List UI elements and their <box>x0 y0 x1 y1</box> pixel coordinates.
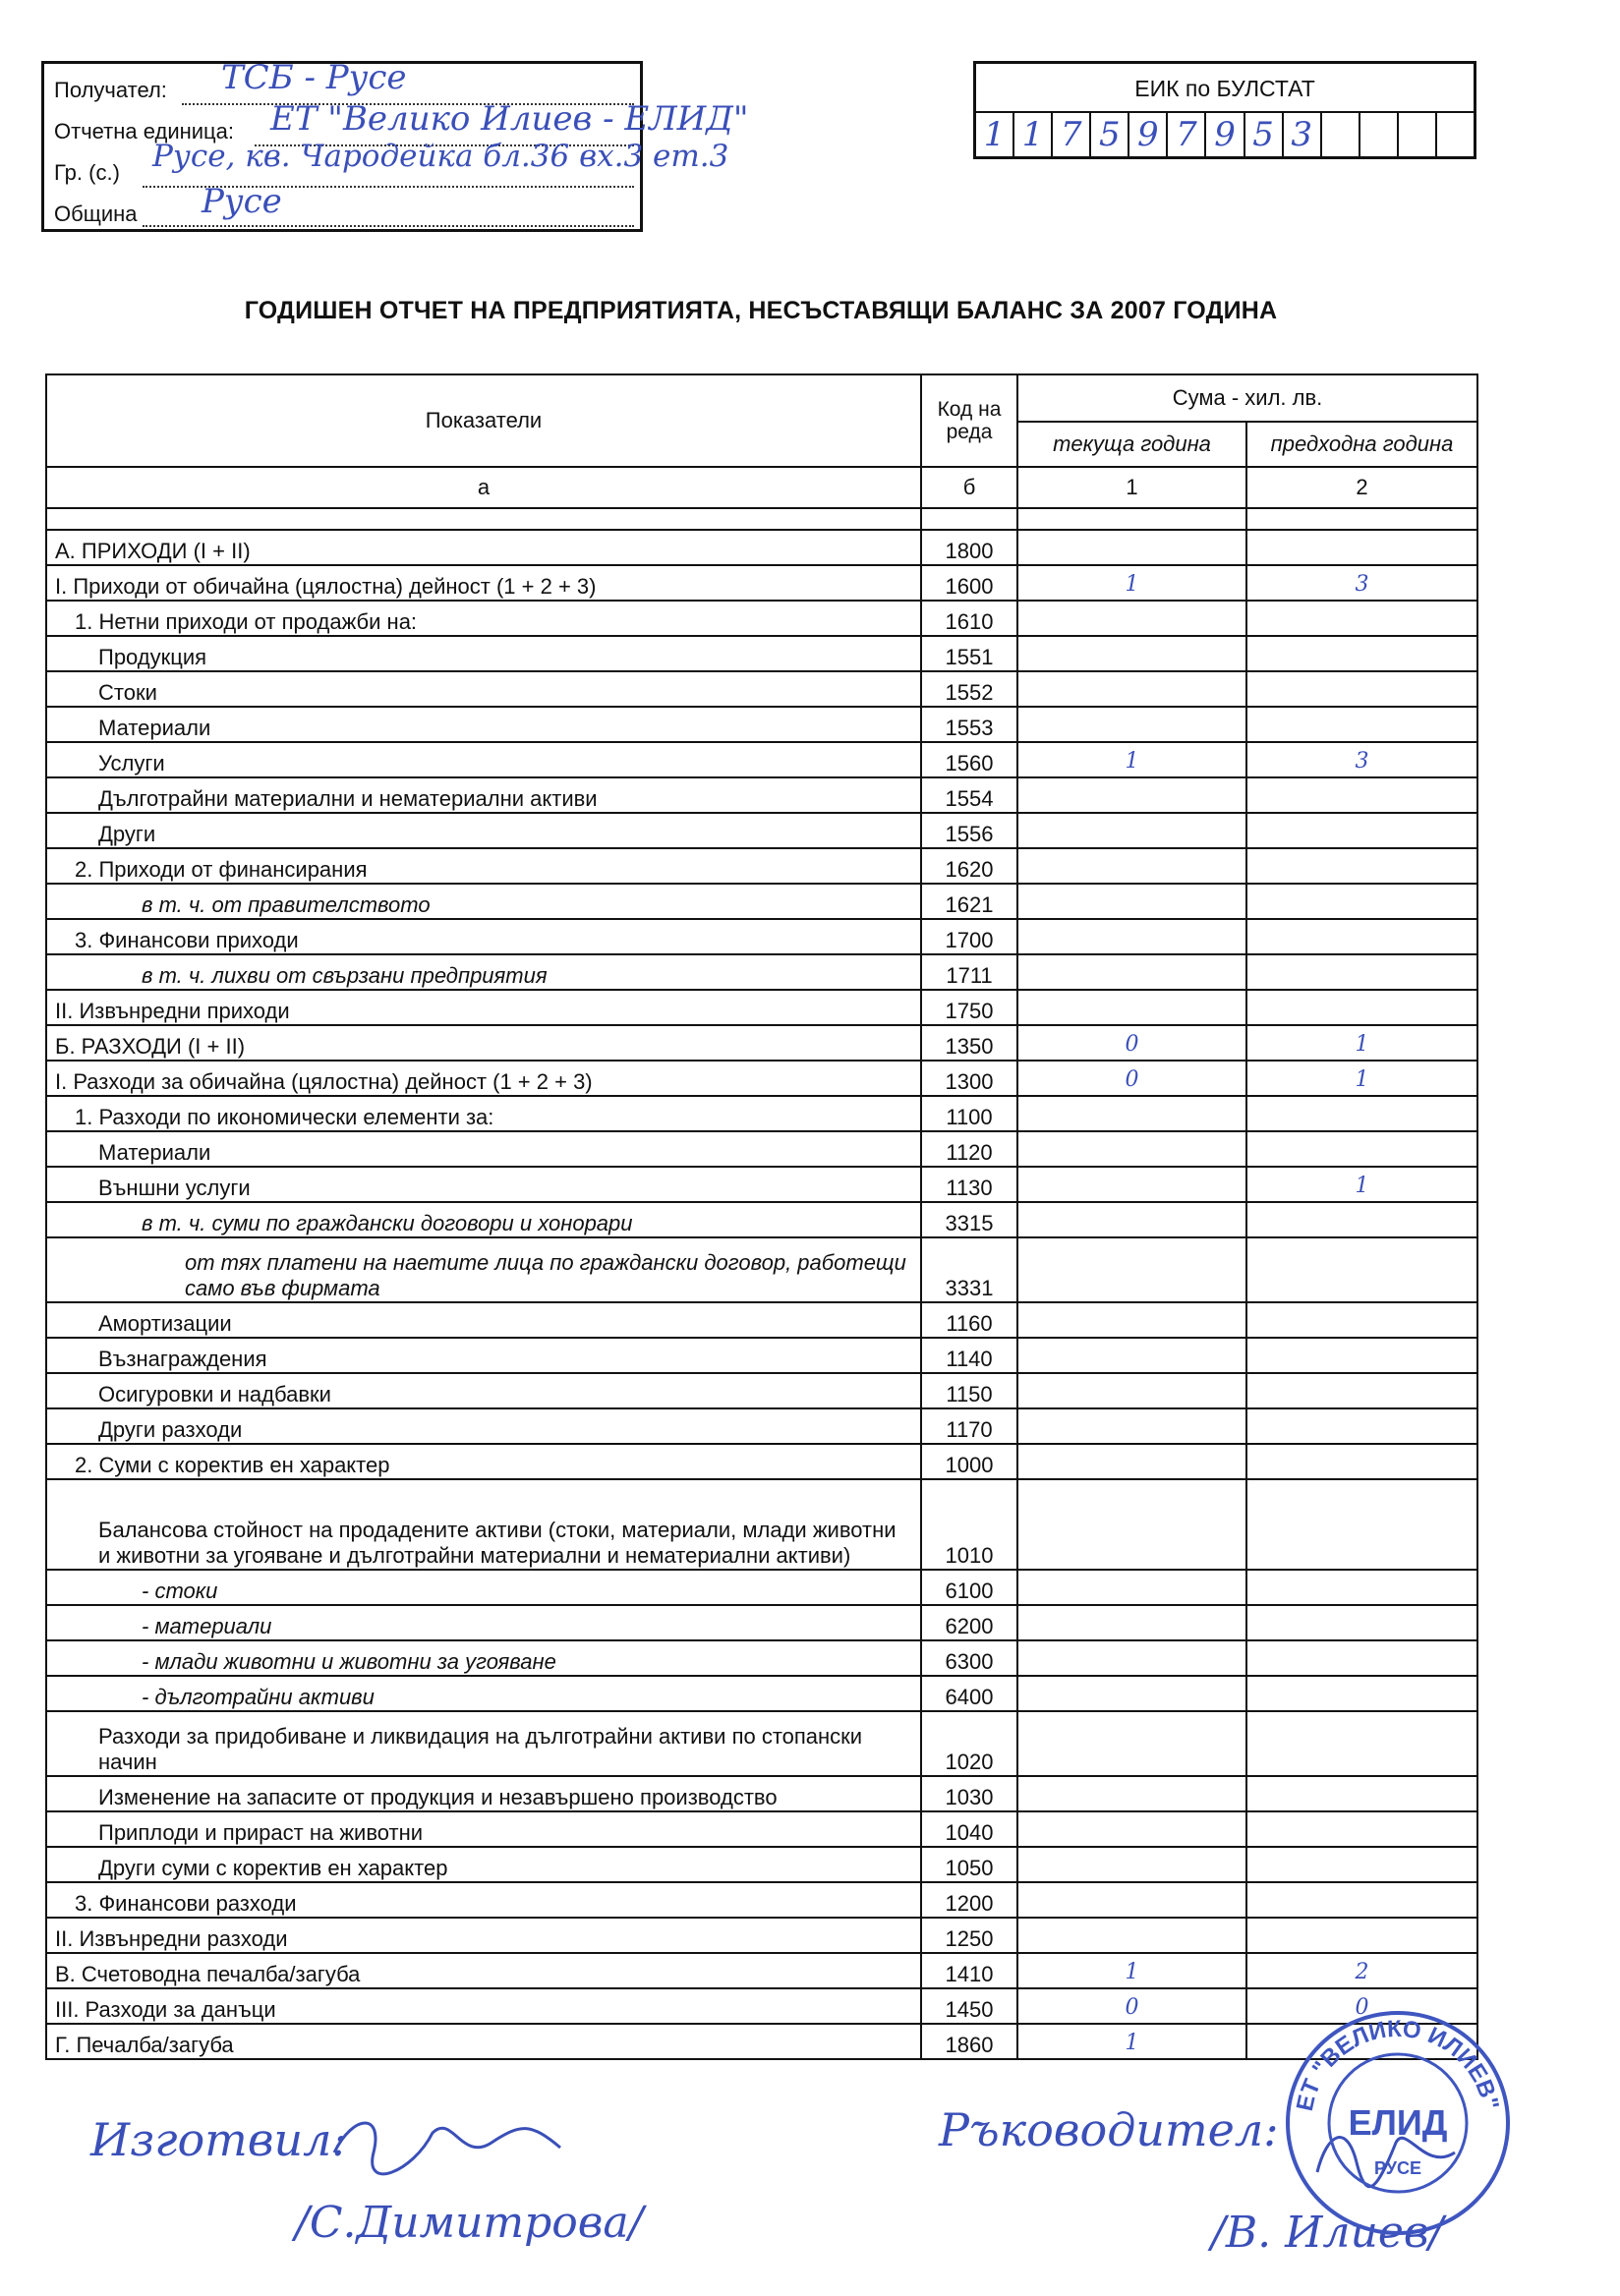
previous-year-value <box>1246 848 1477 884</box>
prepared-label: Изготвил: <box>90 2113 347 2166</box>
table-row <box>46 1338 1477 1373</box>
row-code: 1551 <box>921 636 1017 671</box>
code-header: Код на реда <box>921 374 1017 467</box>
row-label: Възнаграждения <box>46 1338 921 1373</box>
address-value: Русе, кв. Чародейка бл.36 вх.3 ет.3 <box>152 139 729 174</box>
row-code: 1300 <box>921 1061 1017 1096</box>
eik-title: ЕИК по БУЛСТАТ <box>976 64 1474 113</box>
table-row <box>46 742 1477 777</box>
previous-year-value <box>1246 671 1477 707</box>
current-year-value <box>1017 707 1246 742</box>
row-label: в т. ч. суми по граждански договори и хонорари <box>46 1202 921 1237</box>
row-code: 1554 <box>921 777 1017 813</box>
previous-year-value <box>1246 1570 1477 1605</box>
current-year-value <box>1017 1096 1246 1131</box>
previous-year-value <box>1246 1918 1477 1953</box>
current-year-value <box>1017 1570 1246 1605</box>
table-row <box>46 1302 1477 1338</box>
indicators-header: Показатели <box>46 374 921 467</box>
previous-year-value <box>1246 1676 1477 1711</box>
row-code: 6300 <box>921 1640 1017 1676</box>
document-title: ГОДИШЕН ОТЧЕТ НА ПРЕДПРИЯТИЯТА, НЕСЪСТАВЯЩИ БАЛАНС ЗА 2007 ГОДИНА <box>244 297 1278 324</box>
current-year-value <box>1017 954 1246 990</box>
eik-digit-cell: 1 <box>1014 113 1053 156</box>
row-label: - дълготрайни активи <box>46 1676 921 1711</box>
current-year-value: 1 <box>1017 2024 1246 2059</box>
current-year-value <box>1017 1237 1246 1302</box>
current-year-value: 0 <box>1017 1061 1246 1096</box>
previous-year-value <box>1246 1640 1477 1676</box>
previous-year-value <box>1246 1847 1477 1882</box>
row-code: 1000 <box>921 1444 1017 1479</box>
row-code: 1621 <box>921 884 1017 919</box>
eik-digit-cells <box>976 113 1474 156</box>
row-code: 1170 <box>921 1408 1017 1444</box>
previous-year-value <box>1246 707 1477 742</box>
table-row <box>46 1061 1477 1096</box>
table-row <box>46 1408 1477 1444</box>
eik-digit-cell: 9 <box>1206 113 1244 156</box>
row-label: Стоки <box>46 671 921 707</box>
row-code: 1050 <box>921 1847 1017 1882</box>
table-row <box>46 1988 1477 2024</box>
table-row <box>46 919 1477 954</box>
previous-year-value <box>1246 636 1477 671</box>
previous-year-value <box>1246 1711 1477 1776</box>
eik-digit-cell <box>1360 113 1399 156</box>
row-code: 1250 <box>921 1918 1017 1953</box>
row-label: Балансова стойност на продадените активи (стоки, материали, млади животни и животни за угояване и дълготрайни материални и нематериални активи) <box>46 1479 921 1570</box>
previous-year-value <box>1246 1237 1477 1302</box>
row-label: Външни услуги <box>46 1167 921 1202</box>
prepared-signature <box>324 2103 580 2182</box>
row-label: - материали <box>46 1605 921 1640</box>
row-label: Продукция <box>46 636 921 671</box>
report-table <box>45 373 1478 2060</box>
previous-year-value: 2 <box>1246 1953 1477 1988</box>
row-code: 6400 <box>921 1676 1017 1711</box>
table-row <box>46 636 1477 671</box>
row-label: А. ПРИХОДИ (I + II) <box>46 530 921 565</box>
row-code: 1350 <box>921 1025 1017 1061</box>
row-label: Материали <box>46 1131 921 1167</box>
previous-year-value <box>1246 1373 1477 1408</box>
row-label: Амортизации <box>46 1302 921 1338</box>
row-label: Други <box>46 813 921 848</box>
unit-label: Отчетна единица: <box>54 119 234 144</box>
row-label: Осигуровки и надбавки <box>46 1373 921 1408</box>
table-row <box>46 954 1477 990</box>
col-a-header: а <box>46 467 921 508</box>
current-year-value <box>1017 848 1246 884</box>
current-year-value <box>1017 1918 1246 1953</box>
row-label: 2. Приходи от финансирания <box>46 848 921 884</box>
table-row <box>46 530 1477 565</box>
row-code: 1410 <box>921 1953 1017 1988</box>
current-year-value <box>1017 777 1246 813</box>
current-year-value <box>1017 1640 1246 1676</box>
previous-year-value <box>1246 1131 1477 1167</box>
city-label: Гр. (с.) <box>54 160 120 185</box>
table-row <box>46 884 1477 919</box>
row-code: 1200 <box>921 1882 1017 1918</box>
previous-year-value: 0 <box>1246 1988 1477 2024</box>
current-year-value: 1 <box>1017 565 1246 601</box>
row-code: 1860 <box>921 2024 1017 2059</box>
row-code: 1010 <box>921 1479 1017 1570</box>
row-code: 1040 <box>921 1811 1017 1847</box>
row-code: 1130 <box>921 1167 1017 1202</box>
current-year-value: 0 <box>1017 1025 1246 1061</box>
col-b-header: б <box>921 467 1017 508</box>
previous-year-value <box>1246 813 1477 848</box>
unit-value: ЕТ "Велико Илиев - ЕЛИД" <box>270 99 749 139</box>
eik-digit-cell: 3 <box>1284 113 1322 156</box>
row-label: Разходи за придобиване и ликвидация на дълготрайни активи по стопански начин <box>46 1711 921 1776</box>
municipality-value: Русе <box>202 182 282 221</box>
eik-digit-cell: 1 <box>976 113 1014 156</box>
row-code: 1750 <box>921 990 1017 1025</box>
current-year-value <box>1017 1776 1246 1811</box>
previous-year-value <box>1246 1479 1477 1570</box>
row-label: 3. Финансови разходи <box>46 1882 921 1918</box>
row-code: 1020 <box>921 1711 1017 1776</box>
current-year-value: 1 <box>1017 1953 1246 1988</box>
manager-label: Ръководител: <box>939 2103 1279 2156</box>
table-row <box>46 1167 1477 1202</box>
previous-year-value: 3 <box>1246 742 1477 777</box>
row-label: I. Разходи за обичайна (цялостна) дейност (1 + 2 + 3) <box>46 1061 921 1096</box>
table-row <box>46 601 1477 636</box>
spacer-cell <box>46 508 921 530</box>
current-year-value <box>1017 1882 1246 1918</box>
previous-year-value <box>1246 530 1477 565</box>
row-code: 6100 <box>921 1570 1017 1605</box>
table-row <box>46 1953 1477 1988</box>
row-label: - млади животни и животни за угояване <box>46 1640 921 1676</box>
eik-digit-cell <box>1322 113 1360 156</box>
current-year-value <box>1017 919 1246 954</box>
current-year-value <box>1017 1167 1246 1202</box>
eik-box <box>973 61 1476 159</box>
row-label: 1. Разходи по икономически елементи за: <box>46 1096 921 1131</box>
current-year-value: 0 <box>1017 1988 1246 2024</box>
table-row <box>46 707 1477 742</box>
table-row <box>46 990 1477 1025</box>
row-code: 1160 <box>921 1302 1017 1338</box>
row-code: 3331 <box>921 1237 1017 1302</box>
table-row <box>46 848 1477 884</box>
table-row <box>46 1918 1477 1953</box>
company-stamp <box>1280 2005 1516 2241</box>
current-year-value <box>1017 1131 1246 1167</box>
previous-year-value <box>1246 1302 1477 1338</box>
current-year-value <box>1017 1408 1246 1444</box>
prepared-name: /С.Димитрова/ <box>295 2198 644 2248</box>
row-label: III. Разходи за данъци <box>46 1988 921 2024</box>
current-year-value <box>1017 671 1246 707</box>
table-row <box>46 1025 1477 1061</box>
eik-digit-cell <box>1399 113 1437 156</box>
manager-name: /В. Илиев/ <box>1211 2208 1444 2258</box>
header-box <box>41 58 749 232</box>
recipient-value: ТСБ - Русе <box>221 58 407 97</box>
row-label: Приплоди и прираст на животни <box>46 1811 921 1847</box>
row-label: Други разходи <box>46 1408 921 1444</box>
current-year-value <box>1017 884 1246 919</box>
municipality-label: Община <box>54 201 138 226</box>
row-code: 1600 <box>921 565 1017 601</box>
row-code: 1553 <box>921 707 1017 742</box>
current-year-value <box>1017 813 1246 848</box>
row-code: 1620 <box>921 848 1017 884</box>
table-row <box>46 1776 1477 1811</box>
row-label: в т. ч. лихви от свързани предприятия <box>46 954 921 990</box>
row-label: 1. Нетни приходи от продажби на: <box>46 601 921 636</box>
spacer-cell <box>921 508 1017 530</box>
row-code: 1552 <box>921 671 1017 707</box>
row-label: Материали <box>46 707 921 742</box>
current-year-value <box>1017 1302 1246 1338</box>
current-year-value <box>1017 1847 1246 1882</box>
current-year-value: 1 <box>1017 742 1246 777</box>
table-row <box>46 1711 1477 1776</box>
row-code: 3315 <box>921 1202 1017 1237</box>
row-code: 1450 <box>921 1988 1017 2024</box>
previous-year-value <box>1246 601 1477 636</box>
current-year-value <box>1017 1373 1246 1408</box>
eik-digit-cell: 5 <box>1245 113 1284 156</box>
col-2-header: 2 <box>1246 467 1477 508</box>
row-code: 1030 <box>921 1776 1017 1811</box>
row-label: 3. Финансови приходи <box>46 919 921 954</box>
current-year-header: текуща година <box>1017 422 1246 467</box>
row-label: В. Счетоводна печалба/загуба <box>46 1953 921 1988</box>
current-year-value <box>1017 601 1246 636</box>
previous-year-value <box>1246 1444 1477 1479</box>
row-code: 1556 <box>921 813 1017 848</box>
current-year-value <box>1017 990 1246 1025</box>
current-year-value <box>1017 1479 1246 1570</box>
row-label: Услуги <box>46 742 921 777</box>
table-row <box>46 1882 1477 1918</box>
table-row <box>46 1237 1477 1302</box>
row-label: Други суми с коректив ен характер <box>46 1847 921 1882</box>
report-table-body <box>46 530 1477 2059</box>
table-row <box>46 1847 1477 1882</box>
row-code: 1140 <box>921 1338 1017 1373</box>
table-row <box>46 1676 1477 1711</box>
table-row <box>46 1202 1477 1237</box>
current-year-value <box>1017 636 1246 671</box>
row-label: от тях платени на наетите лица по граждански договор, работещи само във фирмата <box>46 1237 921 1302</box>
table-row <box>46 2024 1477 2059</box>
row-code: 1150 <box>921 1373 1017 1408</box>
table-row <box>46 1096 1477 1131</box>
current-year-value <box>1017 1605 1246 1640</box>
row-code: 1120 <box>921 1131 1017 1167</box>
table-row <box>46 1131 1477 1167</box>
row-code: 1100 <box>921 1096 1017 1131</box>
row-label: Г. Печалба/загуба <box>46 2024 921 2059</box>
sum-header: Сума - хил. лв. <box>1017 374 1477 422</box>
previous-year-header: предходна година <box>1246 422 1477 467</box>
row-label: - стоки <box>46 1570 921 1605</box>
previous-year-value <box>1246 1811 1477 1847</box>
table-row <box>46 1373 1477 1408</box>
previous-year-value <box>1246 1096 1477 1131</box>
row-label: Б. РАЗХОДИ (I + II) <box>46 1025 921 1061</box>
row-label: 2. Суми с коректив ен характер <box>46 1444 921 1479</box>
eik-digit-cell: 5 <box>1091 113 1129 156</box>
table-row <box>46 1640 1477 1676</box>
current-year-value <box>1017 1338 1246 1373</box>
previous-year-value <box>1246 1605 1477 1640</box>
row-code: 1800 <box>921 530 1017 565</box>
current-year-value <box>1017 1202 1246 1237</box>
table-row <box>46 1479 1477 1570</box>
eik-digit-cell: 7 <box>1053 113 1091 156</box>
table-row <box>46 1811 1477 1847</box>
eik-digit-cell: 7 <box>1168 113 1206 156</box>
stamp-center-text: ЕЛИД <box>1348 2102 1448 2143</box>
row-label: II. Извънредни приходи <box>46 990 921 1025</box>
municipality-dotted-line <box>143 225 634 227</box>
row-label: Дълготрайни материални и нематериални активи <box>46 777 921 813</box>
recipient-label: Получател: <box>54 78 167 102</box>
previous-year-value <box>1246 1338 1477 1373</box>
current-year-value <box>1017 1444 1246 1479</box>
current-year-value <box>1017 1711 1246 1776</box>
row-code: 1711 <box>921 954 1017 990</box>
row-label: II. Извънредни разходи <box>46 1918 921 1953</box>
table-row <box>46 565 1477 601</box>
previous-year-value: 3 <box>1246 565 1477 601</box>
previous-year-value: 1 <box>1246 1167 1477 1202</box>
eik-digit-cell: 9 <box>1129 113 1168 156</box>
row-code: 6200 <box>921 1605 1017 1640</box>
row-code: 1700 <box>921 919 1017 954</box>
previous-year-value <box>1246 919 1477 954</box>
stamp-city-text: РУСЕ <box>1374 2158 1421 2178</box>
table-row <box>46 777 1477 813</box>
previous-year-value <box>1246 884 1477 919</box>
row-code: 1560 <box>921 742 1017 777</box>
previous-year-value <box>1246 990 1477 1025</box>
col-1-header: 1 <box>1017 467 1246 508</box>
current-year-value <box>1017 1676 1246 1711</box>
row-label: Изменение на запасите от продукция и незавършено производство <box>46 1776 921 1811</box>
previous-year-value <box>1246 1202 1477 1237</box>
spacer-cell <box>1246 508 1477 530</box>
previous-year-value: 1 <box>1246 1025 1477 1061</box>
table-row <box>46 1570 1477 1605</box>
current-year-value <box>1017 530 1246 565</box>
previous-year-value <box>1246 954 1477 990</box>
row-code: 1610 <box>921 601 1017 636</box>
previous-year-value <box>1246 777 1477 813</box>
current-year-value <box>1017 1811 1246 1847</box>
previous-year-value <box>1246 1776 1477 1811</box>
table-row <box>46 1444 1477 1479</box>
eik-digit-cell <box>1437 113 1474 156</box>
stamp-ring-text: ЕТ "ВЕЛИКО ИЛИЕВ" <box>1291 2015 1504 2114</box>
table-row <box>46 671 1477 707</box>
previous-year-value: 1 <box>1246 1061 1477 1096</box>
spacer-cell <box>1017 508 1246 530</box>
table-row <box>46 813 1477 848</box>
table-row <box>46 1605 1477 1640</box>
row-label: I. Приходи от обичайна (цялостна) дейност (1 + 2 + 3) <box>46 565 921 601</box>
previous-year-value <box>1246 1882 1477 1918</box>
previous-year-value <box>1246 1408 1477 1444</box>
row-label: в т. ч. от правителството <box>46 884 921 919</box>
